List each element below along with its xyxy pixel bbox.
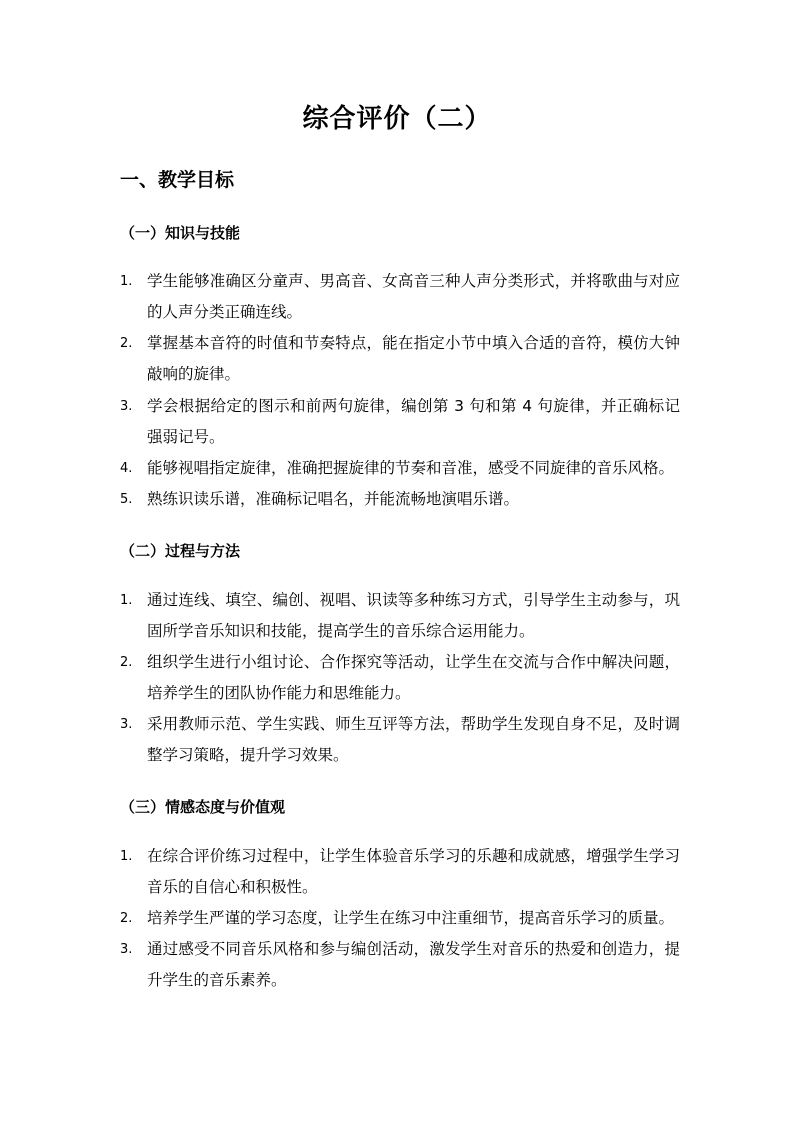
list-item-text: 学生能够准确区分童声、男高音、女高音三种人声分类形式，并将歌曲与对应的人声分类正确连线。 bbox=[147, 272, 680, 321]
list-item-number: 4. bbox=[120, 461, 133, 476]
list-item-number: 2. bbox=[120, 911, 133, 926]
page-title: 综合评价（二） bbox=[302, 104, 492, 134]
list-item-text: 能够视唱指定旋律，准确把握旋律的节奏和音准，感受不同旋律的音乐风格。 bbox=[147, 459, 675, 477]
list-item-number: 3. bbox=[120, 399, 133, 414]
list-item-number: 1. bbox=[120, 593, 133, 608]
list-item-number: 5. bbox=[120, 492, 133, 507]
list-item-text: 采用教师示范、学生实践、师生互评等方法，帮助学生发现自身不足，及时调整学习策略，提升学习效果。 bbox=[147, 715, 680, 764]
list-item-text: 在综合评价练习过程中，让学生体验音乐学习的乐趣和成就感，增强学生学习音乐的自信心和积极性。 bbox=[147, 847, 680, 896]
list-item-number: 1. bbox=[120, 849, 133, 864]
list-item-text: 培养学生严谨的学习态度，让学生在练习中注重细节，提高音乐学习的质量。 bbox=[147, 909, 675, 927]
list-item-text: 学会根据给定的图示和前两句旋律，编创第 3 句和第 4 句旋律，并正确标记强弱记号。 bbox=[147, 397, 680, 446]
section-heading-objectives: 一、教学目标 bbox=[120, 169, 235, 191]
subsection-heading-attitudes-values: （三）情感态度与价值观 bbox=[120, 798, 286, 816]
list-item-number: 3. bbox=[120, 942, 133, 957]
list-item-number: 2. bbox=[120, 336, 133, 351]
list-item-text: 掌握基本音符的时值和节奏特点，能在指定小节中填入合适的音符，模仿大钟敲响的旋律。 bbox=[147, 334, 680, 383]
subsection-heading-process-methods: （二）过程与方法 bbox=[120, 542, 241, 560]
list-item-text: 通过连线、填空、编创、视唱、识读等多种练习方式，引导学生主动参与，巩固所学音乐知识和技能，提高学生的音乐综合运用能力。 bbox=[147, 591, 680, 640]
list-item-number: 1. bbox=[120, 274, 133, 289]
list-item-text: 通过感受不同音乐风格和参与编创活动，激发学生对音乐的热爱和创造力，提升学生的音乐素养。 bbox=[147, 940, 680, 989]
subsection-heading-knowledge-skills: （一）知识与技能 bbox=[120, 224, 241, 242]
list-item-text: 组织学生进行小组讨论、合作探究等活动，让学生在交流与合作中解决问题，培养学生的团队协作能力和思维能力。 bbox=[147, 653, 680, 702]
list-item-text: 熟练识读乐谱，准确标记唱名，并能流畅地演唱乐谱。 bbox=[147, 490, 520, 508]
list-item-number: 3. bbox=[120, 717, 133, 732]
list-item-number: 2. bbox=[120, 655, 133, 670]
